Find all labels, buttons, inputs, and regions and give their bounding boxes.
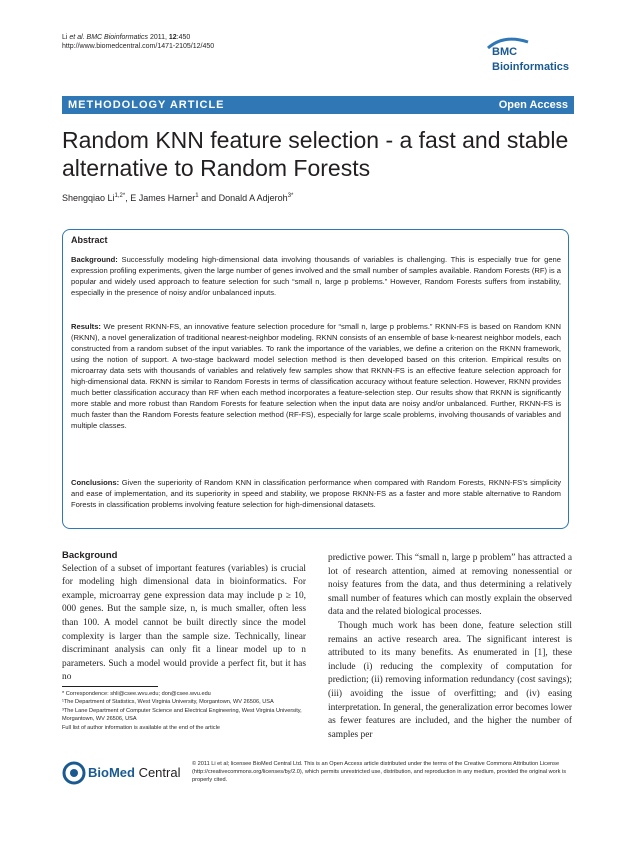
- citation-url[interactable]: http://www.biomedcentral.com/1471-2105/12/450: [62, 43, 215, 50]
- article-type-banner: [62, 96, 574, 114]
- footnotes: [62, 690, 322, 732]
- abstract-conclusions: [71, 477, 561, 510]
- biomed-central-icon: [62, 761, 86, 785]
- author-2[interactable]: , E James Harner: [125, 193, 196, 203]
- citation-header: [62, 33, 214, 51]
- citation-year: 2011,: [148, 34, 169, 41]
- article-type-label: METHODOLOGY ARTICLE: [68, 99, 225, 111]
- background-label: Background:: [71, 255, 118, 264]
- open-access-label[interactable]: Open Access: [498, 99, 568, 111]
- left-paragraph: Selection of a subset of important features (variables) is crucial for modeling high dimensional data in bioinformatics. For example, microarray gene expression data may include p ≥ 10, 000 genes. But the sample size, n, is much smaller, often less than 100. A model cannot be built directly since the model complexity is larger than the sample size. Technically, linear discriminant analysis can only fit a linear model up to n parameters. Such a model would provide a perfect fit, but it has no: [62, 563, 306, 683]
- right-column: [328, 552, 572, 742]
- conclusions-label: Conclusions:: [71, 478, 120, 487]
- footnote-affil-3: ³The Lane Department of Computer Science and Electrical Engineering, West Virginia University, Morgantown, WV 26506, USA: [62, 707, 302, 723]
- footnote-correspondence[interactable]: * Correspondence: shli@csee.wvu.edu; don@csee.wvu.edu: [62, 691, 211, 697]
- author-2-affil: 1: [195, 193, 199, 199]
- citation-line: [62, 33, 214, 42]
- citation-volume: 12: [168, 34, 177, 41]
- footnote-affil-1: ¹The Department of Statistics, West Virginia University, Morgantown, WV 26506, USA: [62, 699, 274, 706]
- abstract-results: [71, 321, 561, 431]
- results-label: Results:: [71, 322, 101, 331]
- citation-journal: et al. BMC Bioinformatics: [69, 34, 148, 41]
- wordmark-normal: Central: [134, 765, 181, 780]
- article-title: Random KNN feature selection - a fast and stable alternative to Random Forests: [62, 127, 569, 181]
- logo-line2: Bioinformatics: [492, 61, 570, 73]
- results-text: We present RKNN-FS, an innovative feature selection procedure for “small n, large p problems.” RKNN-FS is based on Random KNN (RKNN), a novel generalization of traditional nearest-neighbor modeling. RKNN consists of an ensemble of base k-nearest neighbor models, each constructed from a random subset of the input variables. To rank the importance of the variables, we define a criterion on the RKNN framework, using the notion of support. A two-stage backward model selection method is then developed based on this criterion. Empirical results on microarray data sets with thousands of variables and relatively few samples show that RKNN-FS is an effective feature selection approach for high-dimensional data. RKNN is similar to Random Forests in terms of classification accuracy without feature selection. However, RKNN provides much better classification accuracy than RF when each method incorporates a feature-selection step. Our results show that RKNN is significantly more stable and more robust than Random Forests for feature selection when the input data are noisy and/or unbalanced. Further, RKNN-FS is much faster than the Random Forests feature selection method (RF-FS), especially for large scale problems, involving thousands of variables and multiple classes.: [71, 322, 561, 430]
- right-paragraph-2: Though much work has been done, feature selection still remains an active research area. The significant interest is attributed to its many benefits. As enumerated in [1], these include (i) reducing the complexity of computation for prediction; (ii) removing information redundancy (cost savings); (iii) avoiding the issue of overfitting; and (iv) easing interpretation. In general, the generalization error becomes lower as fewer features are included, and the higher the number of samples per: [328, 620, 572, 740]
- right-paragraph-1: predictive power. This “small n, large p problem” has attracted a lot of research attention, aimed at removing nonessential or noisy features from the data, and thus determining a relatively small number of features which can mostly explain the observed data and the related biological processes.: [328, 553, 572, 618]
- citation-author: Li: [62, 34, 70, 41]
- left-column: [62, 549, 306, 685]
- author-1-affil: 1,2*: [114, 193, 126, 199]
- background-text: Successfully modeling high-dimensional data involving thousands of variables is challenging. This is especially true for gene expression profiling experiments, given the large number of genes involved and the small number of samples available. Random Forests (RF) is a popular and widely used approach to feature selection for such “small n, large p problems.” However, Random Forests suffers from instability, especially in the presence of noisy and/or unbalanced inputs.: [71, 255, 561, 297]
- bmc-bioinformatics-logo: [484, 36, 584, 78]
- footnote-full-list: Full list of author information is available at the end of the article: [62, 724, 220, 731]
- wordmark-bold: BioMed: [88, 765, 135, 780]
- conclusions-text: Given the superiority of Random KNN in classification performance when compared with Random Forests, RKNN-FS’s simplicity and ease of implementation, and its superiority in speed and stability, we propose RKNN-FS as a faster and more stable alternative to Random Forests in classification problems involving feature selection for high-dimensional datasets.: [71, 478, 561, 509]
- section-heading: Background: [62, 550, 118, 561]
- abstract-box: [62, 229, 569, 529]
- logo-line1: BMC: [492, 46, 518, 58]
- author-1[interactable]: Shengqiao Li: [62, 193, 115, 203]
- author-list: [62, 193, 293, 203]
- footnote-divider: [62, 686, 158, 687]
- author-3[interactable]: and Donald A Adjeroh: [198, 193, 288, 203]
- abstract-background: [71, 254, 561, 298]
- citation-article: :450: [176, 34, 191, 41]
- abstract-heading: Abstract: [71, 235, 108, 245]
- biomed-central-logo: [62, 761, 182, 785]
- author-3-affil: 3*: [287, 193, 294, 199]
- biomed-central-wordmark: [88, 765, 180, 780]
- copyright-notice: © 2011 Li et al; licensee BioMed Central Ltd. This is an Open Access article distributed under the terms of the Creative Commons Attribution License (http://creativecommons.org/licenses/by/2.0), which permits unrestricted use, distribution, and reproduction in any medium, provided the original work is properly cited.: [192, 761, 567, 783]
